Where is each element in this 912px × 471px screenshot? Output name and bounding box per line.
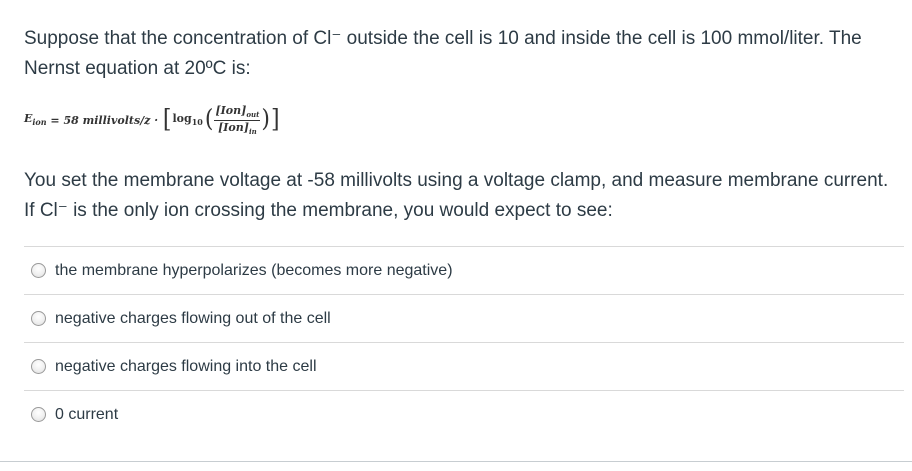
- answer-label: negative charges flowing out of the cell: [55, 309, 331, 327]
- equation-left-bracket: [: [162, 105, 172, 134]
- equation-denominator-text: [Ion]: [218, 120, 249, 134]
- radio-button[interactable]: [31, 359, 46, 374]
- equation-log-text: log: [172, 112, 192, 126]
- equation-numerator-subscript: out: [246, 110, 260, 120]
- equation-log-subscript: 10: [191, 117, 203, 128]
- bottom-divider: [0, 461, 912, 462]
- equation-right-bracket: ]: [270, 105, 280, 134]
- equation-numerator: [214, 105, 260, 120]
- question-paragraph-1: Suppose that the concentration of Cl⁻ outside the cell is 10 and inside the cell is 100 mmol/liter. The Nernst equation at 20ºC is:: [24, 28, 862, 79]
- answer-option[interactable]: [24, 342, 904, 390]
- answer-option[interactable]: [24, 246, 904, 294]
- answer-list: [24, 246, 904, 438]
- question-paragraph-2: You set the membrane voltage at -58 millivolts using a voltage clamp, and measure membrane current. If Cl⁻ is the only ion crossing the membrane, you would expect to see:: [24, 170, 889, 221]
- equation-e-ion: [24, 113, 47, 126]
- nernst-equation: [24, 102, 904, 138]
- radio-button[interactable]: [31, 263, 46, 278]
- equation-denominator-subscript: in: [248, 126, 257, 136]
- radio-button[interactable]: [31, 407, 46, 422]
- equation-left-paren: (: [204, 105, 214, 134]
- equation-log: [173, 113, 203, 126]
- equation-equals-text: = 58 millivolts/z ·: [46, 113, 162, 127]
- answer-label: negative charges flowing into the cell: [55, 357, 317, 375]
- equation-numerator-text: [Ion]: [215, 104, 247, 118]
- equation-e-symbol: E: [24, 112, 33, 126]
- equation-e-subscript: ion: [32, 117, 47, 128]
- equation-denominator: [217, 121, 258, 135]
- radio-button[interactable]: [31, 311, 46, 326]
- answer-option[interactable]: [24, 390, 904, 438]
- equation-right-paren: ): [261, 105, 270, 134]
- equation-fraction: [214, 105, 260, 134]
- answer-option[interactable]: [24, 294, 904, 342]
- answer-label: 0 current: [55, 405, 119, 423]
- question-text: [24, 24, 904, 226]
- answer-label: the membrane hyperpolarizes (becomes more negative): [55, 261, 453, 279]
